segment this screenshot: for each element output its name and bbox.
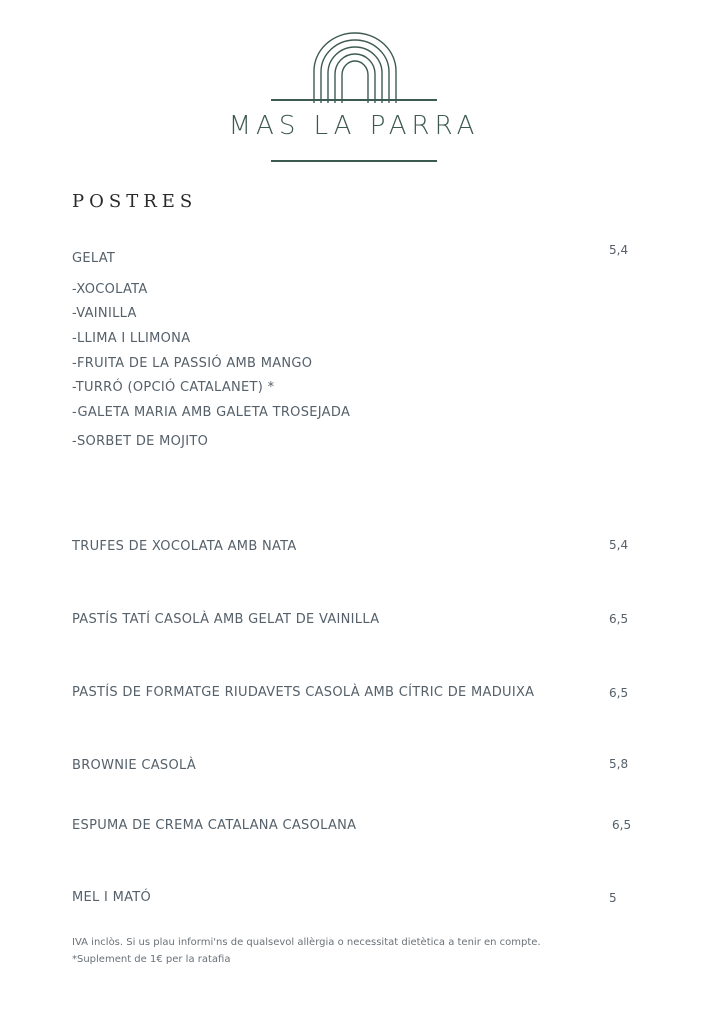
logo-divider-bottom (271, 160, 437, 162)
menu-item-name: BROWNIE CASOLÀ (72, 758, 197, 773)
flavor-item: -FRUITA DE LA PASSIÓ AMB MANGO (72, 356, 313, 371)
flavor-item: -LLIMA I LLIMONA (72, 331, 191, 346)
brand-name: MAS LA PARRA (228, 111, 480, 141)
menu-item-name: ESPUMA DE CREMA CATALANA CASOLANA (72, 818, 357, 833)
menu-item-name: PASTÍS TATÍ CASOLÀ AMB GELAT DE VAINILLA (72, 612, 380, 627)
footnote-supplement: *Suplement de 1€ per la ratafia (72, 954, 231, 965)
menu-item-name: PASTÍS DE FORMATGE RIUDAVETS CASOLÀ AMB CÍTRIC DE MADUIXA (72, 685, 535, 700)
section-title: POSTRES (72, 191, 198, 212)
flavor-item: -XOCOLATA (72, 282, 148, 297)
menu-item-price: 5,4 (609, 243, 629, 257)
menu-item-price: 5 (609, 891, 617, 905)
brand-logo (0, 0, 724, 170)
flavor-item: -TURRÓ (OPCIÓ CATALANET) * (72, 380, 275, 395)
menu-item-price: 6,5 (609, 612, 629, 626)
arch-logo-icon (312, 31, 398, 103)
menu-item-name: GELAT (72, 251, 116, 266)
menu-item-name: TRUFES DE XOCOLATA AMB NATA (72, 539, 297, 554)
footnote-iva: IVA inclòs. Si us plau informi'ns de qualsevol allèrgia o necessitat dietètica a tenir en compte. (72, 937, 541, 948)
flavor-item: -VAINILLA (72, 306, 137, 321)
menu-item-price: 6,5 (612, 818, 632, 832)
flavor-item: -GALETA MARIA AMB GALETA TROSEJADA (72, 405, 351, 420)
flavor-item: -SORBET DE MOJITO (72, 434, 209, 449)
menu-item-name: MEL I MATÓ (72, 890, 152, 905)
menu-item-price: 5,8 (609, 757, 629, 771)
menu-item-price: 6,5 (609, 686, 629, 700)
menu-item-price: 5,4 (609, 538, 629, 552)
logo-divider-top (271, 99, 437, 101)
